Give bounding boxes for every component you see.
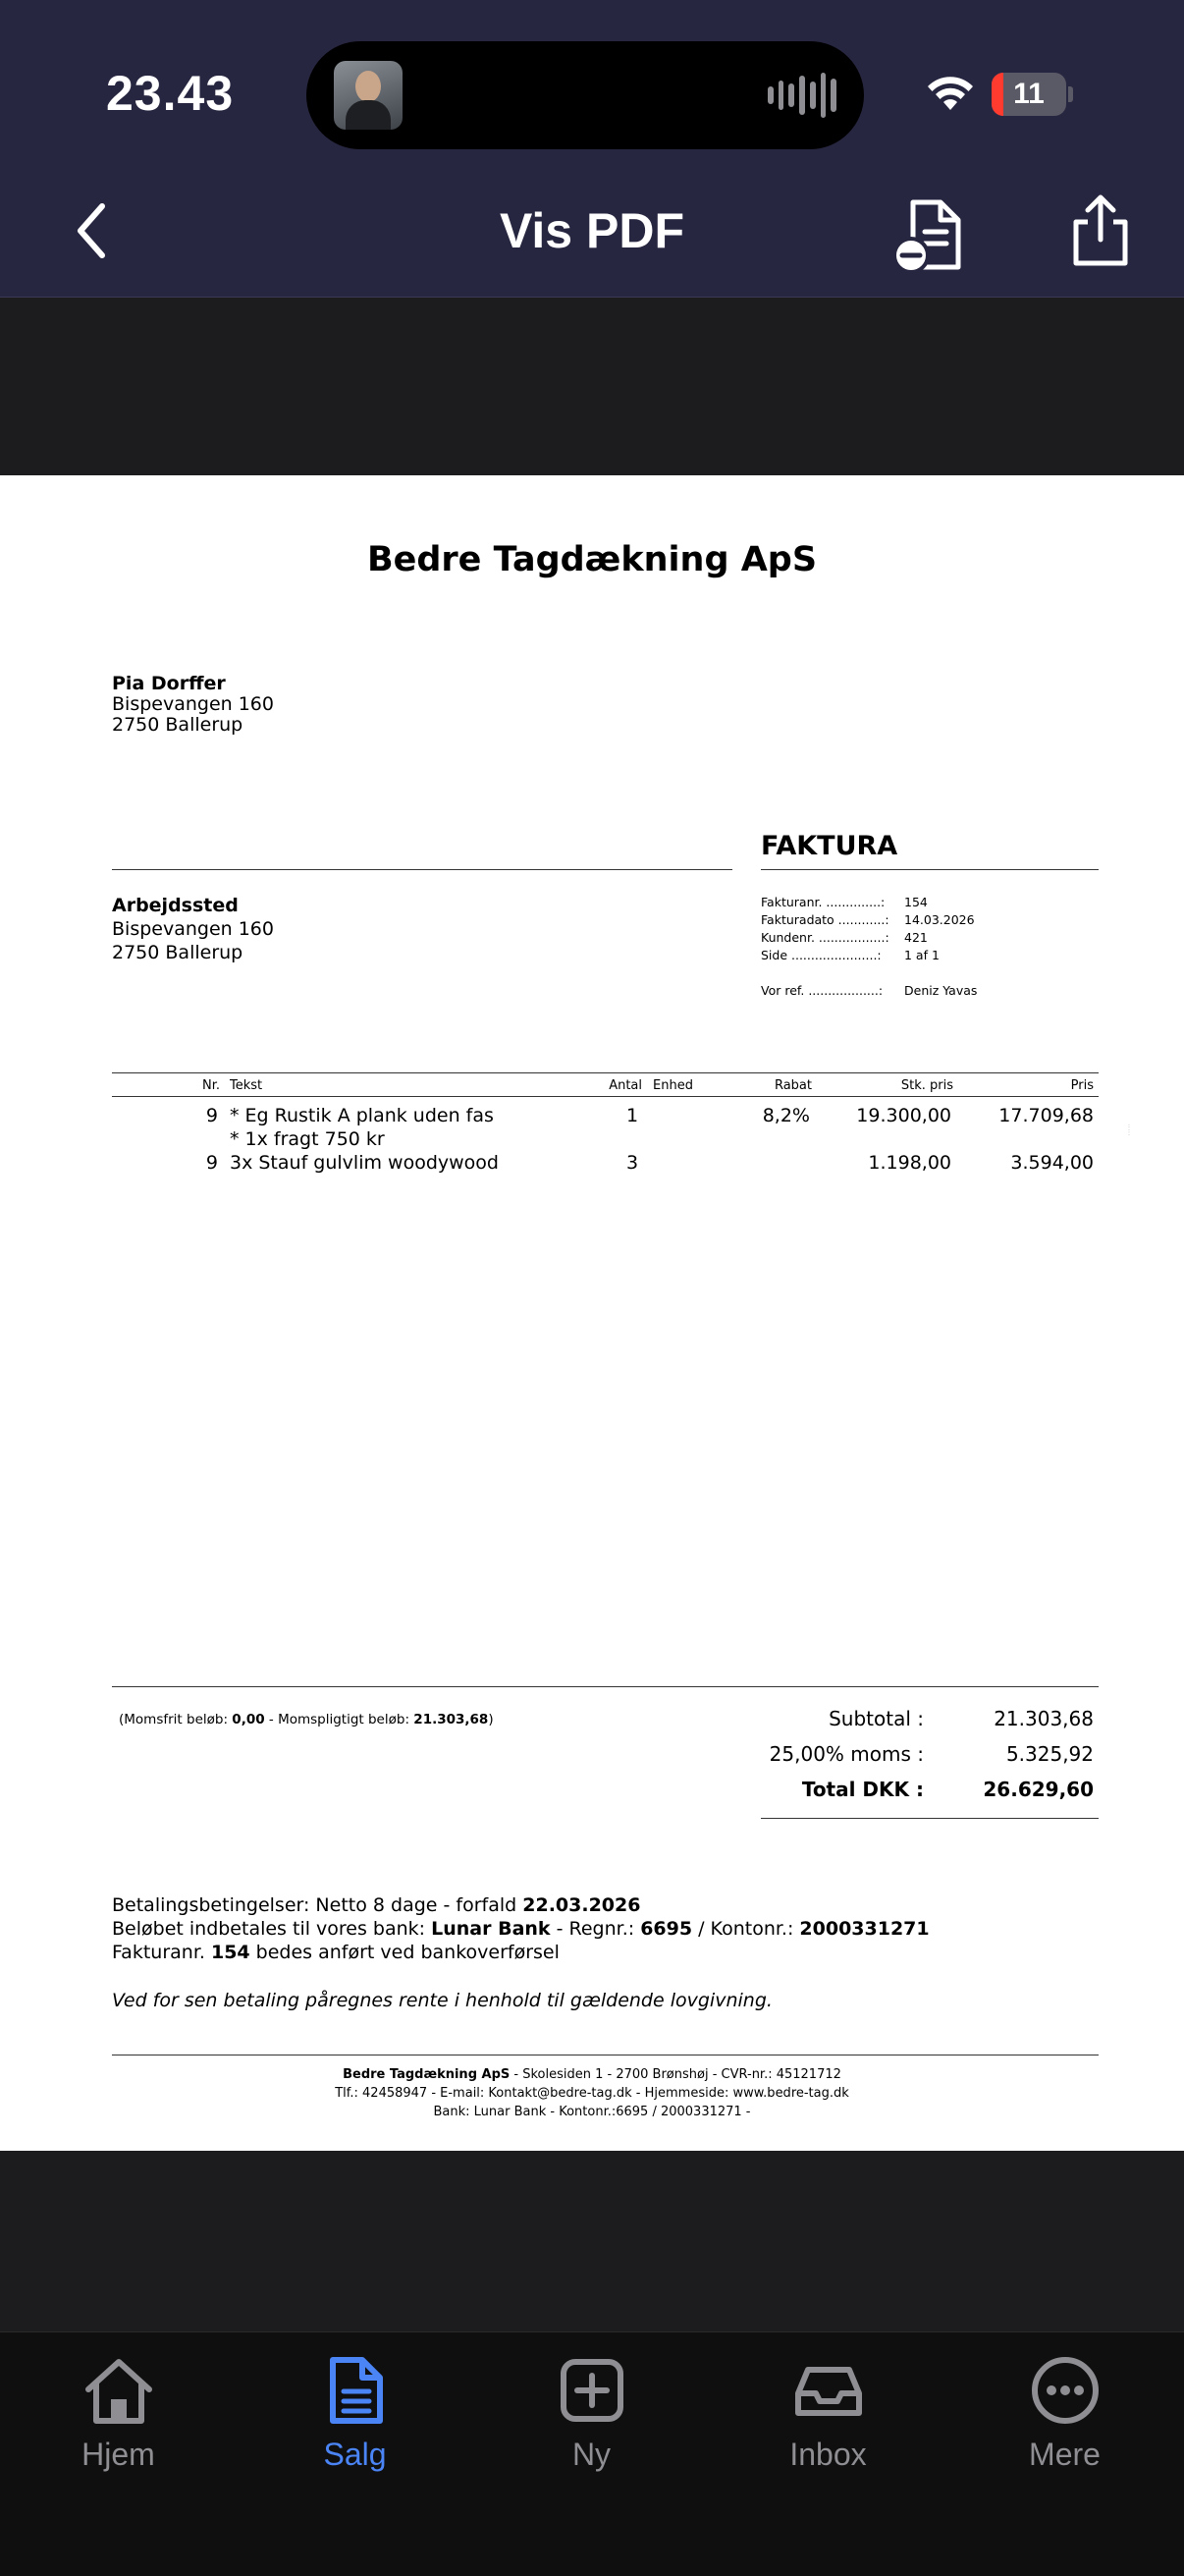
col-header-text: Tekst xyxy=(230,1078,263,1093)
footer-line-3: Bank: Lunar Bank - Kontonr.:6695 / 2000331271 - xyxy=(433,2105,751,2119)
plus-icon xyxy=(556,2354,628,2427)
table-top-rule xyxy=(112,1072,1099,1073)
bank-details xyxy=(112,1918,930,1940)
bank-prefix: Beløbet indbetales til vores bank: xyxy=(112,1918,432,1940)
col-header-unit: Enhed xyxy=(653,1078,693,1093)
totals-bottom-rule xyxy=(761,1818,1099,1819)
tab-mere[interactable] xyxy=(946,2332,1183,2490)
col-header-price: Pris xyxy=(1070,1078,1094,1093)
reg-number: 6695 xyxy=(640,1918,693,1940)
account-number: 2000331271 xyxy=(799,1918,930,1940)
ref-prefix: Fakturanr. xyxy=(112,1942,211,1963)
col-header-discount: Rabat xyxy=(774,1078,812,1093)
battery-cap xyxy=(1068,86,1073,102)
divider xyxy=(761,869,1099,870)
line-unit-price: 1.198,00 xyxy=(868,1152,951,1174)
col-header-unit-price: Stk. pris xyxy=(900,1078,953,1093)
col-header-qty: Antal xyxy=(609,1078,642,1093)
meta-value: 421 xyxy=(904,930,928,945)
share-icon[interactable] xyxy=(1066,192,1135,269)
bank-name: Lunar Bank xyxy=(431,1918,551,1940)
pdf-page[interactable] xyxy=(0,475,1184,2151)
vat-note xyxy=(119,1712,494,1727)
line-unit-price: 19.300,00 xyxy=(856,1105,951,1126)
ref-suffix: bedes anført ved bankoverførsel xyxy=(249,1942,560,1963)
reg-label: - Regnr.: xyxy=(550,1918,641,1940)
line-text: 3x Stauf gulvlim woodywood xyxy=(230,1152,499,1174)
customer-street: Bispevangen 160 xyxy=(112,693,274,715)
home-icon xyxy=(82,2354,155,2427)
line-nr: 9 xyxy=(205,1105,218,1126)
customer-name: Pia Dorffer xyxy=(112,673,226,694)
meta-label: Fakturadato ............: xyxy=(761,912,889,927)
reference-label: Vor ref. ..................: xyxy=(761,983,884,998)
payment-reference xyxy=(112,1942,560,1963)
line-text: * 1x fragt 750 kr xyxy=(230,1128,385,1150)
tab-label: Ny xyxy=(571,2437,612,2472)
table-header-rule xyxy=(112,1096,1099,1097)
account-label: / Kontonr.: xyxy=(692,1918,800,1940)
meta-label: Side ......................: xyxy=(761,948,882,962)
total-value: 26.629,60 xyxy=(983,1778,1094,1801)
total-label: Total DKK : xyxy=(801,1778,924,1801)
document-icon xyxy=(319,2354,392,2427)
meta-value: 1 af 1 xyxy=(904,948,940,962)
reference-value: Deniz Yavas xyxy=(904,983,978,998)
wifi-icon xyxy=(925,73,976,112)
tab-inbox[interactable] xyxy=(710,2332,946,2490)
subtotal-label: Subtotal : xyxy=(829,1707,924,1730)
workplace-heading: Arbejdssted xyxy=(112,895,239,916)
battery-level: 11 xyxy=(1013,78,1045,110)
tab-hjem[interactable] xyxy=(0,2332,237,2490)
line-qty: 3 xyxy=(626,1152,639,1174)
meta-value: 14.03.2026 xyxy=(904,912,975,927)
interest-note: Ved for sen betaling påregnes rente i henhold til gældende lovgivning. xyxy=(112,1990,773,2011)
clock: 23.43 xyxy=(106,66,235,121)
line-nr: 9 xyxy=(205,1152,218,1174)
workplace-city: 2750 Ballerup xyxy=(112,942,243,963)
line-price: 17.709,68 xyxy=(998,1105,1094,1126)
document-title: FAKTURA xyxy=(761,831,898,861)
col-header-nr: Nr. xyxy=(201,1078,220,1093)
payment-terms xyxy=(112,1894,640,1916)
margin-watermark: ····· xyxy=(1124,1124,1133,1136)
footer-company: Bedre Tagdækning ApS xyxy=(343,2067,511,2082)
line-qty: 1 xyxy=(626,1105,639,1126)
vat-note-open: (Momsfrit beløb: xyxy=(119,1712,233,1727)
more-icon xyxy=(1029,2354,1102,2427)
due-date: 22.03.2026 xyxy=(522,1894,641,1916)
vat-taxable-amount: 21.303,68 xyxy=(413,1712,489,1727)
workplace-address xyxy=(112,894,274,964)
inbox-icon xyxy=(792,2354,865,2427)
ref-number: 154 xyxy=(210,1942,250,1963)
meta-label: Kundenr. .................: xyxy=(761,930,889,945)
workplace-street: Bispevangen 160 xyxy=(112,918,274,940)
customer-city: 2750 Ballerup xyxy=(112,714,243,736)
remove-document-icon[interactable] xyxy=(893,194,968,277)
tab-salg[interactable] xyxy=(237,2332,473,2490)
divider xyxy=(112,869,732,870)
company-name: Bedre Tagdækning ApS xyxy=(366,540,818,579)
tab-label: Mere xyxy=(1029,2437,1101,2472)
meta-value: 154 xyxy=(904,895,928,909)
vat-note-mid: - Momspligtigt beløb: xyxy=(264,1712,414,1727)
line-discount: 8,2% xyxy=(762,1105,810,1126)
tab-ny[interactable] xyxy=(473,2332,710,2490)
vat-note-close: ) xyxy=(488,1712,494,1727)
now-playing-artwork[interactable] xyxy=(334,61,403,130)
meta-label: Fakturanr. ..............: xyxy=(761,895,886,909)
totals-top-rule xyxy=(112,1686,1099,1687)
tab-label: Hjem xyxy=(81,2437,155,2472)
vat-value: 5.325,92 xyxy=(1005,1742,1094,1766)
dynamic-island[interactable] xyxy=(306,41,864,149)
vat-free-amount: 0,00 xyxy=(232,1712,265,1727)
subtotal-value: 21.303,68 xyxy=(994,1707,1094,1730)
tab-bar xyxy=(0,2331,1184,2576)
line-text: * Eg Rustik A plank uden fas xyxy=(230,1105,494,1126)
footer-address: - Skolesiden 1 - 2700 Brønshøj - CVR-nr.: 45121712 xyxy=(510,2067,841,2082)
battery-indicator xyxy=(992,73,1066,116)
tab-label: Inbox xyxy=(789,2437,867,2472)
vat-label: 25,00% moms : xyxy=(769,1742,924,1766)
status-bar xyxy=(0,0,1184,187)
tab-label: Salg xyxy=(323,2437,387,2472)
payment-terms-text: Betalingsbetingelser: Netto 8 dage - forfald xyxy=(112,1894,523,1916)
line-price: 3.594,00 xyxy=(1010,1152,1094,1174)
footer-line-1 xyxy=(0,2067,1184,2082)
footer-line-2: Tlf.: 42458947 - E-mail: Kontakt@bedre-tag.dk - Hjemmeside: www.bedre-tag.dk xyxy=(335,2086,849,2101)
page-title: Vis PDF xyxy=(499,203,685,258)
audio-waveform-icon xyxy=(768,71,836,120)
customer-address xyxy=(112,674,274,736)
invoice-meta xyxy=(761,894,977,1000)
